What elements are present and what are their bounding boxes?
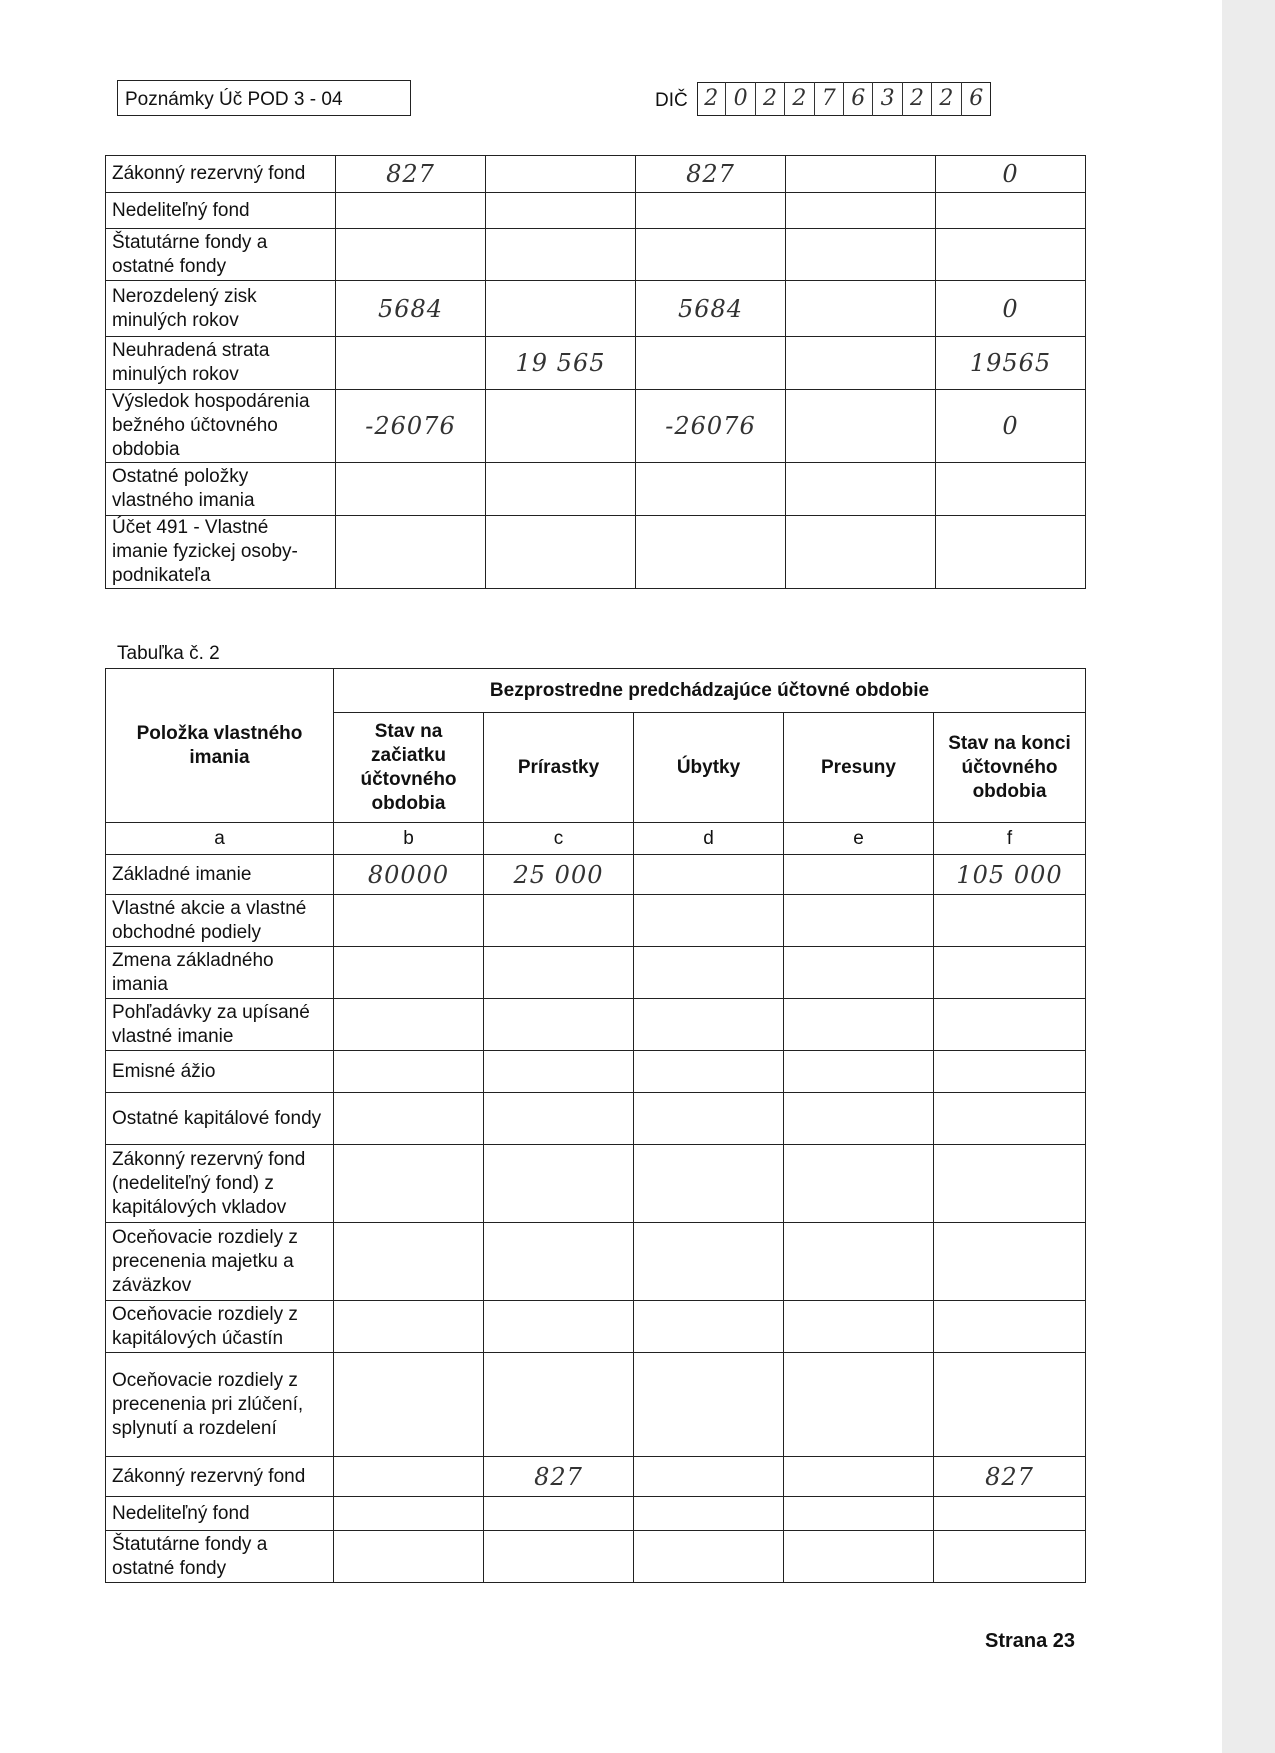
table-row — [106, 156, 1086, 193]
col-c-header: Prírastky — [484, 713, 634, 823]
dic-digit: 7 — [815, 82, 844, 116]
cell-c — [486, 193, 636, 229]
col-a-header — [106, 669, 334, 823]
cell-e — [786, 337, 936, 390]
cell-e — [784, 999, 934, 1051]
cell-c — [486, 516, 636, 589]
cell-e — [784, 1457, 934, 1497]
column-letter: e — [784, 823, 934, 855]
cell-f — [934, 1301, 1086, 1353]
column-letter: c — [484, 823, 634, 855]
dic-label: DIČ — [655, 90, 688, 111]
cell-c — [486, 229, 636, 281]
cell-b — [334, 1093, 484, 1145]
cell-e — [784, 1223, 934, 1301]
row-label: Oceňovacie rozdiely z kapitálových účastín — [106, 1301, 334, 1353]
cell-c — [484, 1353, 634, 1457]
cell-c — [484, 1531, 634, 1583]
cell-b — [336, 337, 486, 390]
cell-c: 827 — [484, 1457, 634, 1497]
cell-f — [936, 193, 1086, 229]
cell-e — [784, 1093, 934, 1145]
cell-f — [934, 1531, 1086, 1583]
cell-b — [334, 1497, 484, 1531]
cell-c — [486, 390, 636, 463]
dic-digit: 6 — [844, 82, 873, 116]
column-letter: b — [334, 823, 484, 855]
row-label: Zákonný rezervný fond (nedeliteľný fond) z kapitálových vkladov — [106, 1145, 334, 1223]
cell-c: 19 565 — [486, 337, 636, 390]
cell-f — [934, 999, 1086, 1051]
cell-c — [484, 1093, 634, 1145]
row-label: Pohľadávky za upísané vlastné imanie — [106, 999, 334, 1051]
table-2 — [105, 668, 1086, 1583]
dic-digit: 2 — [932, 82, 961, 116]
cell-f — [934, 1051, 1086, 1093]
cell-e — [784, 1301, 934, 1353]
cell-d — [634, 1051, 784, 1093]
dic-digit: 2 — [785, 82, 814, 116]
cell-d — [636, 229, 786, 281]
cell-f — [934, 1497, 1086, 1531]
column-letters-row — [106, 823, 1086, 855]
table-row — [106, 193, 1086, 229]
row-label: Emisné ážio — [106, 1051, 334, 1093]
cell-b — [334, 1223, 484, 1301]
table-row — [106, 1223, 1086, 1301]
cell-c — [486, 156, 636, 193]
cell-f — [936, 463, 1086, 516]
cell-d — [634, 947, 784, 999]
table-row — [106, 281, 1086, 337]
cell-e — [784, 1051, 934, 1093]
table-row — [106, 1301, 1086, 1353]
dic-digit: 2 — [903, 82, 932, 116]
table-row — [106, 1531, 1086, 1583]
col-d-header: Úbytky — [634, 713, 784, 823]
cell-f — [934, 1353, 1086, 1457]
table-row — [106, 1353, 1086, 1457]
cell-b — [336, 463, 486, 516]
cell-c — [484, 1051, 634, 1093]
page-number: Strana 23 — [985, 1630, 1076, 1652]
dic-digit: 3 — [873, 82, 902, 116]
cell-d — [636, 463, 786, 516]
row-label: Zákonný rezervný fond — [106, 1457, 334, 1497]
cell-d — [634, 895, 784, 947]
cell-f — [936, 516, 1086, 589]
cell-b — [334, 1353, 484, 1457]
cell-c: 25 000 — [484, 855, 634, 895]
cell-d — [636, 193, 786, 229]
cell-c — [484, 1145, 634, 1223]
table-2-caption: Tabuľka č. 2 — [117, 643, 220, 664]
cell-d: -26076 — [636, 390, 786, 463]
cell-b — [336, 516, 486, 589]
cell-e — [784, 947, 934, 999]
cell-f: 0 — [936, 390, 1086, 463]
cell-c — [484, 1497, 634, 1531]
cell-e — [784, 1531, 934, 1583]
row-label: Vlastné akcie a vlastné obchodné podiely — [106, 895, 334, 947]
cell-e — [786, 229, 936, 281]
form-label: Poznámky Úč POD 3 - 04 — [125, 89, 343, 110]
cell-b: 827 — [336, 156, 486, 193]
cell-e — [786, 516, 936, 589]
cell-c — [484, 1301, 634, 1353]
cell-e — [784, 1145, 934, 1223]
cell-b — [336, 193, 486, 229]
table-row — [106, 463, 1086, 516]
dic-digit: 2 — [697, 82, 726, 116]
row-label: Neuhradená strata minulých rokov — [106, 337, 336, 390]
cell-d — [634, 1223, 784, 1301]
cell-f: 0 — [936, 156, 1086, 193]
table-row — [106, 229, 1086, 281]
row-label: Ostatné kapitálové fondy — [106, 1093, 334, 1145]
cell-f — [934, 895, 1086, 947]
row-label: Výsledok hospodárenia bežného účtovného obdobia — [106, 390, 336, 463]
cell-d — [634, 1145, 784, 1223]
scan-edge — [1222, 0, 1275, 1753]
cell-b — [334, 999, 484, 1051]
dic-digit: 6 — [969, 86, 984, 111]
cell-e — [786, 193, 936, 229]
cell-d — [634, 999, 784, 1051]
cell-e — [784, 855, 934, 895]
table-row — [106, 1093, 1086, 1145]
cell-e — [784, 1353, 934, 1457]
cell-c — [484, 1223, 634, 1301]
cell-d — [634, 1353, 784, 1457]
row-label: Zákonný rezervný fond — [106, 156, 336, 193]
cell-f — [934, 1093, 1086, 1145]
cell-b: 5684 — [336, 281, 486, 337]
cell-b — [334, 1531, 484, 1583]
cell-f — [934, 1223, 1086, 1301]
col-f-header: Stav na konci účtovného obdobia — [934, 713, 1086, 823]
cell-b: -26076 — [336, 390, 486, 463]
row-label: Základné imanie — [106, 855, 334, 895]
dic-digit: 2 — [756, 82, 785, 116]
cell-d — [636, 337, 786, 390]
cell-d — [634, 855, 784, 895]
cell-b — [334, 1051, 484, 1093]
cell-d: 827 — [636, 156, 786, 193]
cell-f: 0 — [936, 281, 1086, 337]
cell-b — [334, 1301, 484, 1353]
cell-e — [784, 895, 934, 947]
table-row — [106, 999, 1086, 1051]
cell-c — [484, 895, 634, 947]
table-row — [106, 390, 1086, 463]
table-row — [106, 1497, 1086, 1531]
cell-b — [334, 947, 484, 999]
column-letter: a — [106, 823, 334, 855]
cell-d — [636, 516, 786, 589]
row-label: Nedeliteľný fond — [106, 1497, 334, 1531]
cell-e — [784, 1497, 934, 1531]
table-row — [106, 1457, 1086, 1497]
row-label: Oceňovacie rozdiely z precenenia majetku a záväzkov — [106, 1223, 334, 1301]
cell-f: 105 000 — [934, 855, 1086, 895]
col-b-header: Stav na začiatku účtovného obdobia — [334, 713, 484, 823]
cell-f — [934, 1145, 1086, 1223]
cell-e — [786, 156, 936, 193]
table-row — [106, 1145, 1086, 1223]
cell-d — [634, 1497, 784, 1531]
cell-f: 19565 — [936, 337, 1086, 390]
cell-d — [634, 1093, 784, 1145]
cell-b — [334, 1457, 484, 1497]
cell-b — [336, 229, 486, 281]
cell-d: 5684 — [636, 281, 786, 337]
cell-f — [936, 229, 1086, 281]
column-letter: d — [634, 823, 784, 855]
row-label: Štatutárne fondy a ostatné fondy — [106, 229, 336, 281]
cell-c — [484, 947, 634, 999]
row-label: Zmena základného imania — [106, 947, 334, 999]
table-row — [106, 855, 1086, 895]
cell-f — [934, 947, 1086, 999]
cell-b — [334, 895, 484, 947]
dic-digit: 0 — [726, 82, 755, 116]
table-row — [106, 1051, 1086, 1093]
cell-b: 80000 — [334, 855, 484, 895]
row-label: Oceňovacie rozdiely z precenenia pri zlúčení, splynutí a rozdelení — [106, 1353, 334, 1457]
cell-c — [486, 463, 636, 516]
row-label: Účet 491 - Vlastné imanie fyzickej osoby-podnikateľa — [106, 516, 336, 589]
column-letter: f — [934, 823, 1086, 855]
table-row — [106, 337, 1086, 390]
cell-c — [484, 999, 634, 1051]
cell-c — [486, 281, 636, 337]
row-label: Štatutárne fondy a ostatné fondy — [106, 1531, 334, 1583]
group-header: Bezprostredne predchádzajúce účtovné obdobie — [334, 669, 1086, 713]
table-row — [106, 947, 1086, 999]
table-row — [106, 895, 1086, 947]
col-e-header: Presuny — [784, 713, 934, 823]
cell-b — [334, 1145, 484, 1223]
cell-e — [786, 390, 936, 463]
col-a-header-text: Položka vlastného imania — [136, 722, 303, 768]
cell-d — [634, 1531, 784, 1583]
table-row — [106, 516, 1086, 589]
cell-f: 827 — [934, 1457, 1086, 1497]
cell-d — [634, 1301, 784, 1353]
row-label: Nerozdelený zisk minulých rokov — [106, 281, 336, 337]
row-label: Nedeliteľný fond — [106, 193, 336, 229]
row-label: Ostatné položky vlastného imania — [106, 463, 336, 516]
cell-e — [786, 463, 936, 516]
cell-e — [786, 281, 936, 337]
table-1 — [105, 155, 1086, 589]
cell-d — [634, 1457, 784, 1497]
